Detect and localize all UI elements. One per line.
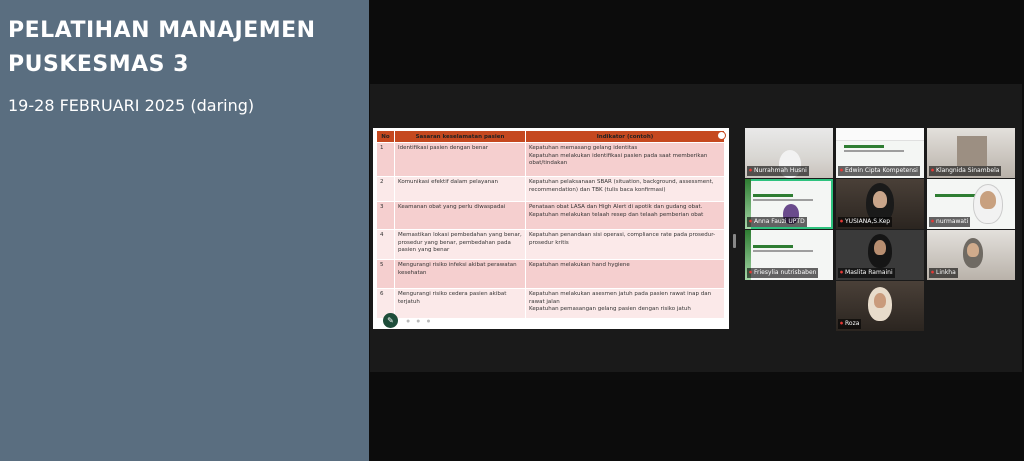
participant-tile[interactable] [745, 179, 833, 229]
participant-tile[interactable] [836, 230, 924, 280]
table-row [377, 230, 725, 260]
mic-muted-icon: ⏺ [931, 218, 935, 225]
row-number: 5 [377, 260, 395, 289]
participant-name: Anna Fauzi UPTD [754, 218, 805, 225]
participant-face [874, 293, 886, 308]
row-sasaran: Identifikasi pasien dengan benar [395, 143, 526, 177]
indikator-line: Kepatuhan pemasangan gelang pasien dengan risiko jatuh [529, 306, 691, 312]
row-sasaran: Memastikan lokasi pembedahan yang benar, prosedur yang benar, pembedahan pada pasien yang benar [395, 230, 526, 260]
pen-tool-icon[interactable]: ✎ [383, 313, 398, 328]
participant-tile[interactable] [745, 230, 833, 280]
indikator-line: Kepatuhan melakukan identifikasi pasien pada saat memberikan obat/tindakan [529, 152, 708, 166]
row-sasaran: Komunikasi efektif dalam pelayanan [395, 177, 526, 202]
patient-safety-table [376, 130, 725, 319]
row-sasaran: Keamanan obat yang perlu diwaspadai [395, 202, 526, 230]
row-number: 3 [377, 202, 395, 230]
participant-name: Maslita Ramaini [845, 269, 893, 276]
indikator-line: Kepatuhan melakukan asesmen jatuh pada pasien rawat inap dan rawat jalan [529, 291, 712, 305]
banner-header [836, 128, 924, 141]
table-row [377, 202, 725, 230]
banner-title [844, 145, 884, 148]
row-sasaran: Mengurangi risiko cedera pasien akibat terjatuh [395, 289, 526, 319]
participant-face [967, 243, 979, 257]
splitter-handle[interactable] [733, 234, 736, 248]
table-header-no: No [377, 131, 395, 143]
mic-muted-icon: ⏺ [749, 218, 753, 225]
participant-name-label [838, 319, 861, 329]
indikator-line: Kepatuhan memasang gelang identitas [529, 145, 638, 151]
participants-grid [745, 128, 1017, 328]
table-header-sasaran: Sasaran keselamatan pasien [395, 131, 526, 143]
participant-name: Edwin Cipta Kompetensi [845, 167, 918, 174]
mic-muted-icon: ⏺ [931, 167, 935, 174]
event-info-panel [0, 0, 369, 461]
participant-tile[interactable] [927, 179, 1015, 229]
participant-tile[interactable] [745, 128, 833, 178]
shared-screen-slide[interactable] [373, 128, 729, 329]
participant-name-label [929, 166, 1001, 176]
mic-muted-icon: ⏺ [931, 269, 935, 276]
table-row [377, 177, 725, 202]
row-number: 6 [377, 289, 395, 319]
participant-name: Nurrahmah Husni [754, 167, 807, 174]
participant-name-label [747, 268, 818, 278]
table-row [377, 289, 725, 319]
indikator-line: Kepatuhan melakukan hand hygiene [529, 262, 630, 268]
banner-title [935, 194, 975, 197]
participant-name: Roza [845, 320, 860, 327]
mic-muted-icon: ⏺ [840, 320, 844, 327]
row-indikator [526, 289, 725, 319]
participant-tile[interactable] [836, 128, 924, 178]
indikator-line: Penataan obat LASA dan High Alert di apotik dan gudang obat. [529, 204, 703, 210]
mic-muted-icon: ⏺ [749, 269, 753, 276]
participant-name-label [929, 268, 958, 278]
event-dates: 19-28 FEBRUARI 2025 (daring) [8, 96, 255, 115]
participant-name-label [838, 268, 895, 278]
row-number: 1 [377, 143, 395, 177]
row-indikator [526, 230, 725, 260]
row-number: 4 [377, 230, 395, 260]
participant-tile[interactable] [836, 281, 924, 331]
participant-name-label [838, 217, 892, 227]
participant-name-label [838, 166, 920, 176]
participant-tile[interactable] [927, 230, 1015, 280]
table-row [377, 260, 725, 289]
banner-subtitle [753, 199, 813, 201]
mic-muted-icon: ⏺ [749, 167, 753, 174]
mic-muted-icon: ⏺ [840, 218, 844, 225]
mic-muted-icon: ⏺ [840, 269, 844, 276]
row-indikator [526, 260, 725, 289]
row-sasaran: Mengurangi risiko infeksi akibat perawatan kesehatan [395, 260, 526, 289]
participant-name-label [747, 166, 809, 176]
participant-tile[interactable] [836, 179, 924, 229]
banner-subtitle [844, 150, 904, 152]
row-indikator [526, 202, 725, 230]
table-header-indikator: Indikator (contoh) [526, 131, 725, 143]
mic-muted-icon: ⏺ [840, 167, 844, 174]
meeting-stage [370, 84, 1022, 372]
participant-name: YUSIANA,S.Kep [845, 218, 891, 225]
participant-name: Linkha [936, 269, 956, 276]
indikator-line: Kepatuhan pelaksanaan SBAR (situation, background, assessment, recommendation) dan TBK (tulis baca konfirmasi) [529, 179, 714, 193]
indikator-line: Kepatuhan penandaan sisi operasi, compliance rate pada prosedur-prosedur kritis [529, 232, 716, 246]
banner-title [753, 245, 793, 248]
indikator-line: Kepatuhan melakukan telaah resep dan telaah pemberian obat [529, 211, 704, 218]
banner-subtitle [753, 250, 813, 252]
participant-background [957, 136, 987, 166]
slide-close-icon[interactable] [717, 131, 726, 140]
participant-face [980, 191, 996, 209]
row-number: 2 [377, 177, 395, 202]
participant-name: nurmawati [936, 218, 969, 225]
row-indikator [526, 143, 725, 177]
participant-face [873, 191, 887, 208]
slide-toolbar-icons[interactable]: ● ● ● [406, 318, 433, 325]
participant-face [874, 240, 886, 255]
event-title-line2: PUSKESMAS 3 [8, 52, 189, 77]
participant-name-label [929, 217, 970, 227]
table-row [377, 143, 725, 177]
participant-name: Friesylia nutrisbaben [754, 269, 817, 276]
banner-title [753, 194, 793, 197]
row-indikator [526, 177, 725, 202]
participant-name-label [747, 217, 807, 227]
event-title-line1: PELATIHAN MANAJEMEN [8, 18, 316, 43]
meeting-window [369, 0, 1024, 461]
participant-tile[interactable] [927, 128, 1015, 178]
participant-name: Klangnida Sinambela [936, 167, 1000, 174]
